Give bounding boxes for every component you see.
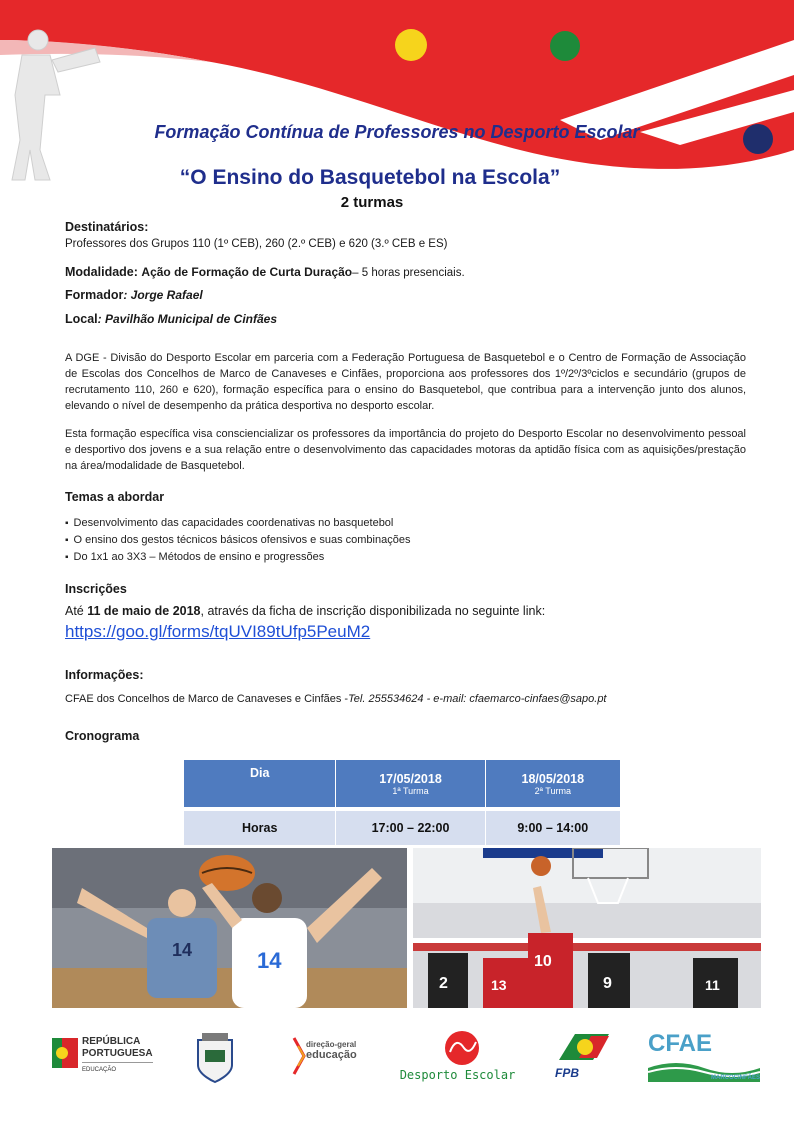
- list-item: ▪ O ensino dos gestos técnicos básicos ofensivos e suas combinações: [65, 532, 410, 549]
- desporto-escolar-text: Desporto Escolar: [399, 1068, 516, 1082]
- republica-portuguesa-logo: [52, 1030, 162, 1086]
- jersey-number: 11: [705, 977, 720, 993]
- yellow-dot: [395, 29, 427, 61]
- dge-logo: [292, 1030, 357, 1086]
- day-label-cell: [184, 760, 336, 807]
- dge-line2: educação: [306, 1049, 357, 1061]
- jersey-number: 14: [257, 948, 282, 973]
- day-date: 18/05/2018: [521, 771, 585, 786]
- local-value: : Pavilhão Municipal de Cinfães: [97, 312, 278, 326]
- formador-line: [65, 288, 203, 302]
- topics-list: [65, 515, 410, 566]
- formador-value: : Jorge Rafael: [123, 288, 203, 302]
- topics-heading: Temas a abordar: [65, 490, 165, 504]
- info-line: [65, 693, 607, 705]
- jersey-number: 13: [491, 977, 507, 993]
- registration-heading: Inscrições: [65, 582, 127, 596]
- republica-line1: REPÚBLICA: [82, 1036, 141, 1047]
- modalidade-extra: – 5 horas presenciais.: [352, 267, 465, 279]
- republica-line2: PORTUGUESA: [82, 1048, 153, 1059]
- green-dot: [550, 31, 580, 61]
- girls-basketball-photo: [52, 848, 407, 1008]
- desporto-escolar-logo: [390, 1030, 525, 1086]
- modalidade-line: [65, 265, 465, 279]
- cfae-logo: [648, 1030, 760, 1086]
- republica-line3: EDUCAÇÃO: [82, 1062, 153, 1076]
- table-row: [184, 760, 620, 807]
- day-date: 17/05/2018: [379, 771, 442, 786]
- course-title: “O Ensino do Basquetebol na Escola”: [179, 166, 561, 189]
- registration-deadline: 11 de maio de 2018: [87, 604, 201, 618]
- fpb-logo: [555, 1030, 615, 1086]
- local-label: Local: [65, 312, 98, 326]
- jersey-number: 10: [534, 953, 552, 970]
- local-line: [65, 312, 277, 326]
- modalidade-value: Ação de Formação de Curta Duração: [141, 265, 353, 279]
- portugal-flag-icon: [52, 1038, 78, 1068]
- day-label: Dia: [249, 766, 270, 780]
- info-contacts: Tel. 255534624 - e-mail: cfaemarco-cinfaes@sapo.pt: [348, 693, 607, 705]
- boys-basketball-photo: [413, 848, 761, 1008]
- intro-paragraph: A DGE - Divisão do Desporto Escolar em parceria com a Federação Portuguesa de Basquetebol e o Centro de Formação de Associação de Escolas dos Concelhos de Marco de Canaveses e Cinfães, proporciona aos professores dos 1º/2º/3ºciclos e secundário (grupos de recrutamento 110, 260 e 620), formação específica para o ensino do Basquetebol, que contribua para a intervenção junto dos alunos, elevando o nível de desempenho da prática desportiva no desporto escolar.: [65, 352, 746, 412]
- day-cell: [486, 760, 620, 807]
- dge-swoosh-icon: [292, 1036, 306, 1076]
- objective-paragraph: Esta formação específica visa consciencializar os professores da importância do projeto do Desporto Escolar no desenvolvimento pessoal e desportivo dos jovens e a sua relação entre o desenvolvimento das capacidades motoras da aptidão física com as aquisições/prestação na área/modalidade de Basquetebol.: [65, 428, 746, 472]
- de-emblem-icon: [442, 1030, 482, 1066]
- fpb-text: FPB: [555, 1066, 579, 1080]
- destinatarios-label: Destinatários:: [65, 220, 149, 234]
- jersey-number: 2: [439, 975, 448, 992]
- program-title: Formação Contínua de Professores no Desporto Escolar: [154, 122, 640, 142]
- schedule-table: [184, 760, 620, 845]
- table-row: [184, 807, 620, 845]
- hours-cell: 9:00 – 14:00: [486, 807, 620, 845]
- list-item: ▪ Desenvolvimento das capacidades coordenativas no basquetebol: [65, 515, 410, 532]
- day-group: 1ª Turma: [392, 785, 429, 796]
- fpb-emblem-icon: [555, 1030, 613, 1064]
- info-org: CFAE dos Concelhos de Marco de Canaveses e Cinfães -: [65, 693, 349, 705]
- registration-prefix: Até: [65, 604, 88, 618]
- destinatarios-text: Professores dos Grupos 110 (1º CEB), 260 (2.º CEB) e 620 (3.º CEB e ES): [65, 238, 448, 250]
- cfae-text: CFAE: [648, 1030, 713, 1057]
- dge-line1: direção-geral: [306, 1040, 357, 1049]
- jersey-number: 14: [172, 940, 193, 960]
- hours-label-cell: Horas: [184, 807, 336, 845]
- day-cell: [336, 760, 485, 807]
- list-item: ▪ Do 1x1 ao 3X3 – Métodos de ensino e progressões: [65, 549, 410, 566]
- day-group: 2ª Turma: [534, 785, 571, 796]
- formador-label: Formador: [65, 288, 124, 302]
- hours-cell: 17:00 – 22:00: [336, 807, 485, 845]
- cfae-sub: MARCOCINFÃES: [711, 1075, 760, 1081]
- cinfaes-coat-of-arms-icon: [190, 1030, 240, 1086]
- schedule-heading: Cronograma: [65, 729, 140, 743]
- jersey-number: 9: [603, 975, 612, 992]
- info-heading: Informações:: [65, 668, 144, 682]
- registration-suffix: , através da ficha de inscrição disponibilizada no seguinte link:: [200, 604, 546, 618]
- modalidade-label: Modalidade:: [65, 265, 142, 279]
- registration-link[interactable]: https://goo.gl/forms/tqUVI89tUfp5PeuM2: [65, 622, 371, 641]
- groups-count: 2 turmas: [340, 194, 404, 211]
- registration-text: [65, 604, 545, 618]
